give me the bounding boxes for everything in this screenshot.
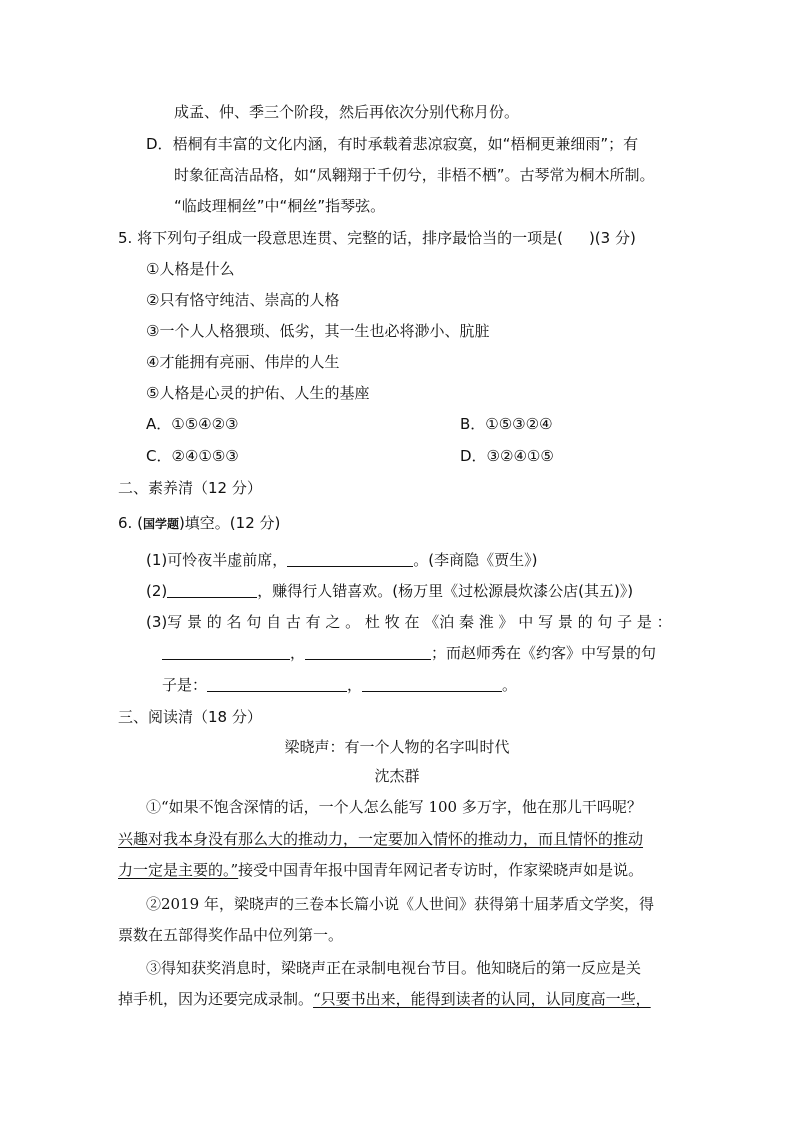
q5-sentence-5: ⑤人格是心灵的护佑、人生的基座: [146, 384, 370, 402]
q5-stem-score: )(3 分): [588, 229, 636, 247]
q6-sub2-label: (2): [146, 582, 168, 600]
q6-sub3-comma: ，: [290, 644, 306, 662]
q5-sentence-3: ③一个人人格猥琐、低劣，其一生也必将渺小、肮脏: [146, 322, 490, 340]
q6-sub3-line2-text: ；而赵师秀在《约客》中写景的句: [431, 644, 657, 662]
q5-option-d[interactable]: D．③②④①⑤: [460, 447, 554, 465]
q4-option-c-continuation: 成孟、仲、季三个阶段，然后再依次分别代称月份。: [174, 103, 520, 121]
article-p1-line1: ①“如果不饱含深情的话，一个人怎么能写 100 多万字，他在那儿干吗呢？: [146, 798, 642, 816]
article-author: 沈杰群: [374, 767, 420, 785]
article-title: 梁晓声：有一个人物的名字叫时代: [284, 738, 510, 756]
q6-sub3-line1: (3)写 景 的 名 句 自 古 有 之 。 杜 牧 在 《泊 秦 淮 》 中 写 景 的 句 子 是 ：: [146, 613, 672, 631]
article-p2-line2: 票数在五部得奖作品中位列第一。: [118, 926, 344, 944]
section-3-title: 三、阅读清（18 分）: [118, 708, 262, 726]
q5-option-b[interactable]: B．①⑤③②④: [460, 415, 553, 433]
q6-sub1-blank[interactable]: [287, 551, 413, 567]
q6-sub3-line3-prefix: 子是：: [162, 676, 208, 694]
q4-option-d: [146, 134, 638, 154]
q5-sentence-2: ②只有恪守纯洁、崇高的人格: [146, 291, 340, 309]
q5-sentence-1: ①人格是什么: [146, 260, 235, 278]
q6-sub3-blank-1[interactable]: [162, 644, 290, 660]
q6-stem: [118, 513, 280, 534]
q5-sentence-4: ④才能拥有亮丽、伟岸的人生: [146, 353, 340, 371]
q6-sub2: [146, 581, 633, 601]
q5-stem-text: 5. 将下列句子组成一段意思连贯、完整的话，排序最恰当的一项是(: [118, 229, 563, 247]
q4-option-d-line1: 梧桐有丰富的文化内涵，有时承载着悲凉寂寞，如“梧桐更兼细雨”；有: [172, 135, 639, 153]
q4-option-d-line3: “临歧理桐丝”中“桐丝”指琴弦。: [174, 197, 386, 215]
section-2-title: 二、素养清（12 分）: [118, 479, 262, 497]
q4-option-d-label: D．: [146, 135, 173, 153]
q5-option-c[interactable]: C．②④①⑤③: [146, 447, 239, 465]
q6-sub3-line3: [162, 675, 517, 695]
q4-option-d-line2: 时象征高洁品格，如“凤翱翔于千仞兮，非梧不栖”。古琴常为桐木所制。: [174, 166, 655, 184]
article-p3-line2-underlined: “只要书出来，能得到读者的认同，认同度高一些，: [313, 990, 651, 1008]
article-p1-line2: 兴趣对我本身没有那么大的推动力，一定要加入情怀的推动力，而且情怀的推动: [118, 830, 644, 848]
q6-sub3-line2: [162, 643, 656, 663]
q6-sub1: [146, 550, 537, 570]
article-p2-line1: ②2019 年，梁晓声的三卷本长篇小说《人世间》获得第十届茅盾文学奖，得: [146, 895, 654, 913]
q6-sub2-blank[interactable]: [167, 582, 257, 598]
q6-sub3-line3-comma: ，: [347, 676, 363, 694]
q6-sub1-source: 。(李商隐《贾生》): [413, 551, 538, 569]
q6-sub3-blank-3[interactable]: [207, 676, 347, 692]
article-p1-line3-rest: 接受中国青年报中国青年网记者专访时，作家梁晓声如是说。: [238, 861, 644, 879]
q6-sub3-line3-end: 。: [502, 676, 518, 694]
q6-number: 6. (: [118, 514, 143, 532]
q6-sub2-text: ，赚得行人错喜欢。(杨万里《过松源晨炊漆公店(其五)》): [257, 582, 634, 600]
q6-stem-text: )填空。(12 分): [178, 514, 281, 532]
article-p3-line2-text: 掉手机，因为还要完成录制。: [118, 990, 314, 1008]
q6-tag: 国学题: [142, 517, 179, 531]
q6-sub3-blank-2[interactable]: [305, 644, 431, 660]
article-p1-line3-underlined: 力一定是主要的。”: [118, 861, 239, 879]
q5-option-a[interactable]: A．①⑤④②③: [146, 415, 239, 433]
q6-sub1-text: (1)可怜夜半虚前席，: [146, 551, 288, 569]
q6-sub3-blank-4[interactable]: [362, 676, 502, 692]
article-p3-line1: ③得知获奖消息时，梁晓声正在录制电视台节目。他知晓后的第一反应是关: [146, 959, 642, 977]
q5-stem: [118, 228, 636, 248]
article-p3-line2: [118, 989, 651, 1009]
article-p1-line3: [118, 860, 643, 880]
